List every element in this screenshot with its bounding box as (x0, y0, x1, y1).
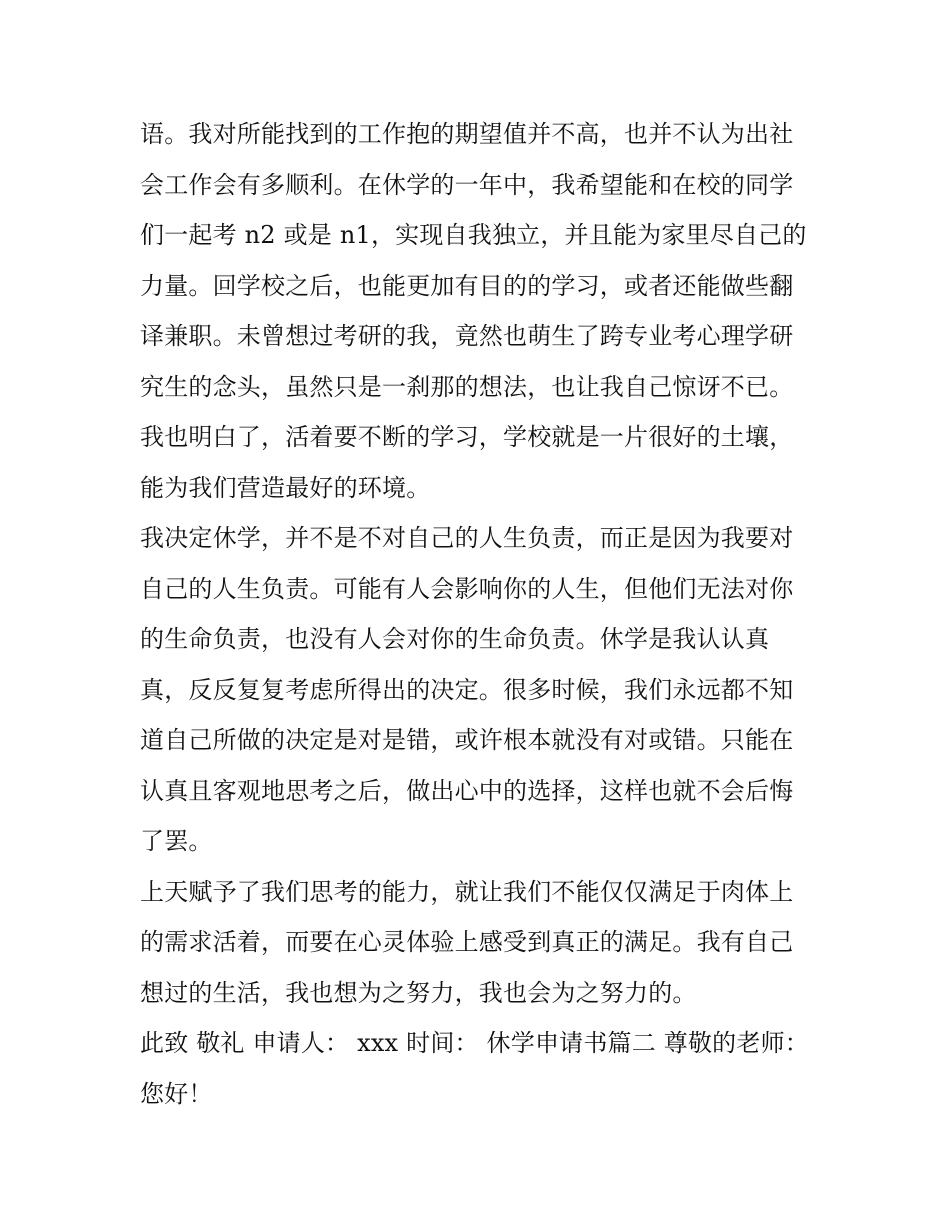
text-line: 语。我对所能找到的工作抱的期望值并不高，也并不认为出社 (140, 120, 794, 148)
text-line: 自己的人生负责。可能有人会影响你的人生，但他们无法对你 (140, 574, 794, 603)
text-line: 的生命负责，也没有人会对你的生命负责。休学是我认认真 (140, 625, 770, 653)
text-line: 力量。回学校之后，也能更加有目的的学习，或者还能做些翻 (140, 271, 794, 300)
text-line: 我决定休学，并不是不对自己的人生负责，而正是因为我要对 (140, 524, 794, 552)
text-line: 认真且客观地思考之后，做出心中的选择，这样也就不会后悔 (140, 776, 794, 805)
text-line: 的需求活着，而要在心灵体验上感受到真正的满足。我有自己 (140, 928, 794, 956)
text-line: 译兼职。未曾想过考研的我，竟然也萌生了跨专业考心理学研 (140, 322, 794, 350)
text-line: 我也明白了，活着要不断的学习，学校就是一片很好的土壤， (140, 423, 794, 451)
text-line: 上天赋予了我们思考的能力，就让我们不能仅仅满足于肉体上 (140, 877, 794, 906)
text-line: 道自己所做的决定是对是错，或许根本就没有对或错。只能在 (140, 726, 794, 754)
text-line: 想过的生活，我也想为之努力，我也会为之努力的。 (140, 978, 697, 1007)
text-line: 会工作会有多顺利。在休学的一年中，我希望能和在校的同学 (140, 170, 794, 199)
document-body (140, 109, 820, 1119)
text-line: 究生的念头，虽然只是一刹那的想法，也让我自己惊讶不已。 (140, 372, 794, 401)
text-line: 真，反反复复考虑所得出的决定。很多时候，我们永远都不知 (140, 675, 794, 704)
text-line: 此致 敬礼 申请人： xxx 时间： 休学申请书篇二 尊敬的老师： (140, 1029, 809, 1057)
text-line: 们一起考 n2 或是 n1，实现自我独立，并且能为家里尽自己的 (140, 221, 807, 249)
text-line: 您好！ (140, 1079, 213, 1108)
text-line: 了罢。 (140, 827, 213, 855)
text-line: 能为我们营造最好的环境。 (140, 473, 431, 502)
